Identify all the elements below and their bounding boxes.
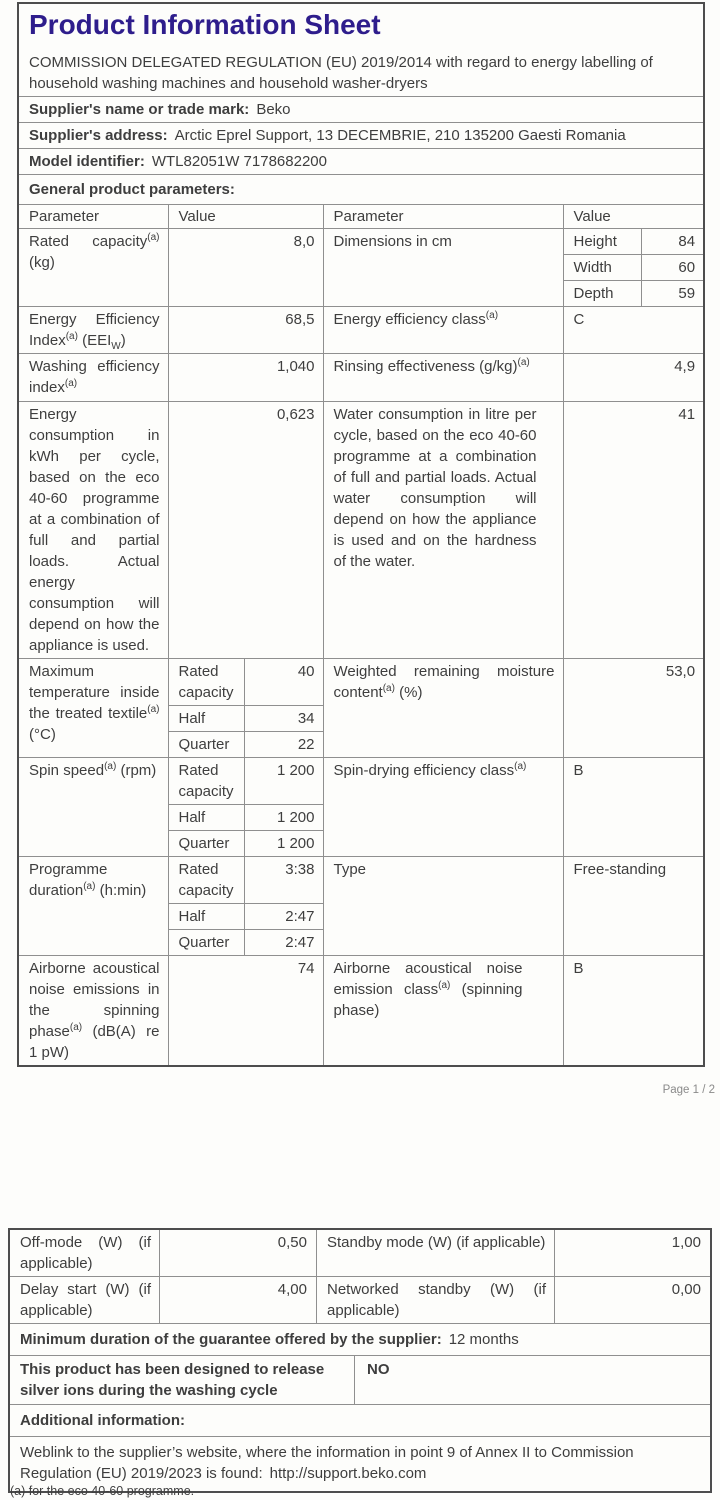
additional-info-row	[10, 1405, 710, 1437]
footnote-eco-programme: (a) for the eco 40-60 programme.	[10, 1484, 195, 1498]
rinsing-label: Rinsing effectiveness $(g/kg)^{(a)}$	[323, 354, 563, 402]
regulation-text: COMMISSION DELEGATED REGULATION (EU) 2019/2014 with regard to energy labelling of household washing machines and household washer-dryers	[29, 54, 653, 92]
supplier-address-row	[18, 123, 704, 149]
title-block	[18, 3, 704, 97]
max-temp-quarter-value: 22	[244, 732, 323, 758]
model-identifier-row	[18, 149, 704, 175]
silver-ions-value: NO	[367, 1361, 390, 1378]
energy-class-label: Energy efficiency class$^{(a)}$	[323, 307, 563, 354]
dimension-width-value: 60	[641, 255, 704, 281]
supplier-name-label: Supplier's name or trade mark:	[29, 101, 250, 118]
max-temp-half-value: 34	[244, 706, 323, 732]
standby-mode-value: 1,00	[671, 1234, 701, 1251]
washing-index-value: 1,040	[168, 354, 323, 402]
dimension-width-label: Width	[563, 255, 641, 281]
header-value-2: Value	[563, 205, 704, 229]
eei-value: 68,5	[168, 307, 323, 354]
energy-consumption-value: 0,623	[168, 402, 323, 659]
rated-capacity-label: Rated capacity$^{(a)}$ (kg)	[18, 229, 168, 307]
max-temp-half-label: Half	[168, 706, 244, 732]
airborne-noise-class-label: Airborne acoustical noise emission class$^{(a)}$ (spinning phase)	[323, 956, 563, 1067]
duration-half-label: Half	[168, 904, 244, 930]
supplier-name-value: Beko	[256, 101, 291, 118]
max-temperature-label: Maximum temperature inside the treated textile$^{(a)}$ (°C)	[18, 659, 168, 758]
spin-speed-quarter-value: 1 200	[244, 831, 323, 857]
duration-quarter-value: 2:47	[244, 930, 323, 956]
supplier-address-label: Supplier's address:	[29, 127, 168, 144]
networked-standby-label: Networked standby (W) (if applicable)	[317, 1277, 555, 1323]
dimensions-label: Dimensions in cm	[323, 229, 563, 307]
airborne-noise-value: 74	[168, 956, 323, 1067]
additional-parameters-table	[8, 1228, 712, 1493]
delay-start-row	[10, 1277, 710, 1324]
page-title: Product Information Sheet	[29, 9, 381, 40]
washing-index-label: Washing efficiency index$^{(a)}$	[18, 354, 168, 402]
supplier-address-value: Arctic Eprel Support, 13 DECEMBRIE, 210 135200 Gaesti Romania	[174, 127, 626, 144]
additional-info-heading: Additional information:	[20, 1412, 185, 1429]
weblink-url: http://support.beko.com	[269, 1465, 427, 1482]
standby-mode-label: Standby mode (W) (if applicable)	[317, 1230, 555, 1276]
guarantee-value: 12 months	[448, 1331, 519, 1348]
delay-start-value: 4,00	[160, 1277, 317, 1323]
rated-capacity-value: 8,0	[168, 229, 323, 307]
max-temp-rated-value: 40	[244, 659, 323, 706]
dimension-height-value: 84	[641, 229, 704, 255]
dimension-depth-label: Depth	[563, 281, 641, 307]
dimension-depth-value: 59	[641, 281, 704, 307]
spin-speed-quarter-label: Quarter	[168, 831, 244, 857]
water-consumption-label: Water consumption in litre per cycle, based on the eco 40-60 programme at a combination of full and partial loads. Actual water consumption will depend on how the appliance is used and on the hardness of the water.	[323, 402, 563, 659]
spin-speed-half-label: Half	[168, 805, 244, 831]
spin-drying-class-value: B	[563, 758, 704, 857]
energy-class-value: C	[563, 307, 704, 354]
weblink-label: Weblink to the supplier’s website, where the information in point 9 of Annex II to Commission Regulation (EU) 2019/2023 is found:	[20, 1444, 634, 1482]
moisture-content-label: Weighted remaining moisture content$^{(a)}$ (%)	[323, 659, 563, 758]
off-mode-row	[10, 1230, 710, 1277]
supplier-name-row	[18, 97, 704, 123]
type-value: Free-standing	[563, 857, 704, 956]
spin-speed-rated-value: 1 200	[244, 758, 323, 805]
type-label: Type	[323, 857, 563, 956]
spin-speed-rated-label: Rated capacity	[168, 758, 244, 805]
header-parameter-2: Parameter	[323, 205, 563, 229]
off-mode-label: Off-mode (W) (if applicable)	[10, 1230, 160, 1276]
airborne-noise-label: Airborne acoustical noise emissions in the spinning phase$^{(a)}$ (dB(A) re 1 pW)	[18, 956, 168, 1067]
duration-quarter-label: Quarter	[168, 930, 244, 956]
eei-label: Energy Efficiency Index$^{(a)}$ $(EEI_W)$	[18, 307, 168, 354]
guarantee-label: Minimum duration of the guarantee offered by the supplier:	[20, 1331, 442, 1348]
silver-ions-row	[10, 1356, 710, 1405]
spin-speed-half-value: 1 200	[244, 805, 323, 831]
header-parameter-1: Parameter	[18, 205, 168, 229]
delay-start-label: Delay start (W) (if applicable)	[10, 1277, 160, 1323]
max-temp-rated-label: Rated capacity	[168, 659, 244, 706]
model-identifier-value: WTL82051W 7178682200	[151, 153, 327, 170]
max-temp-quarter-label: Quarter	[168, 732, 244, 758]
energy-consumption-label: Energy consumption in kWh per cycle, based on the eco 40-60 programme at a combination of full and partial loads. Actual energy consumption will depend on how the appliance is used.	[18, 402, 168, 659]
spin-speed-label: Spin speed$^{(a)}$ (rpm)	[18, 758, 168, 857]
programme-duration-label: Programme duration$^{(a)}$ (h:min)	[18, 857, 168, 956]
airborne-noise-class-value: B	[563, 956, 704, 1067]
spin-drying-class-label: Spin-drying efficiency class$^{(a)}$	[323, 758, 563, 857]
duration-half-value: 2:47	[244, 904, 323, 930]
duration-rated-label: Rated capacity	[168, 857, 244, 904]
model-identifier-label: Model identifier:	[29, 153, 145, 170]
moisture-content-value: 53,0	[563, 659, 704, 758]
general-parameters-heading: General product parameters:	[18, 175, 704, 205]
page-indicator: Page 1 / 2	[662, 1084, 715, 1096]
duration-rated-value: 3:38	[244, 857, 323, 904]
rinsing-value: 4,9	[563, 354, 704, 402]
networked-standby-value: 0,00	[671, 1281, 701, 1298]
dimension-height-label: Height	[563, 229, 641, 255]
off-mode-value: 0,50	[160, 1230, 317, 1276]
silver-ions-label: This product has been designed to release silver ions during the washing cycle	[10, 1356, 355, 1404]
general-parameters-table	[17, 2, 705, 1067]
header-value-1: Value	[168, 205, 323, 229]
water-consumption-value: 41	[563, 402, 704, 659]
guarantee-row	[10, 1324, 710, 1356]
